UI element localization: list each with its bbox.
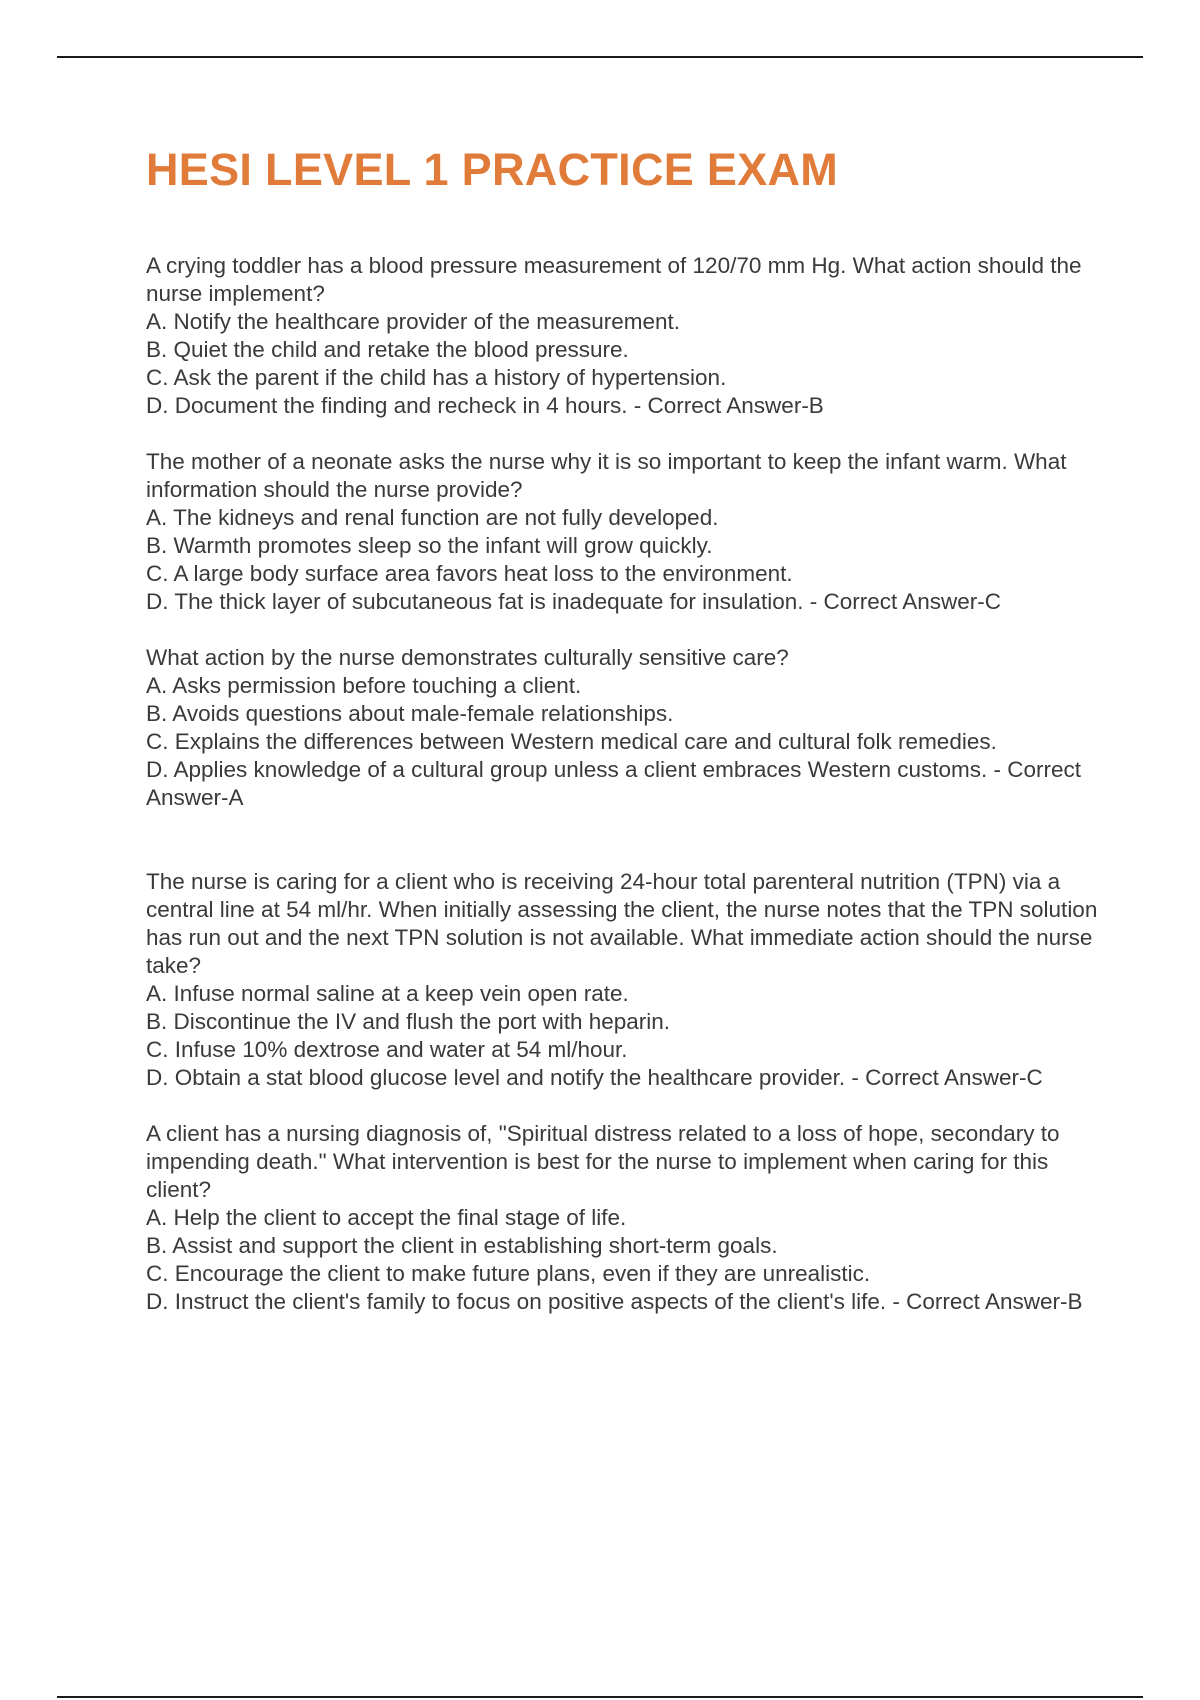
footer-rule: [57, 1696, 1143, 1698]
option-d: D. Instruct the client's family to focus on positive aspects of the client's life. - Correct Answer-B: [146, 1289, 1083, 1314]
option-list: [146, 308, 1106, 420]
option-d: D. Obtain a stat blood glucose level and notify the healthcare provider. - Correct Answer-C: [146, 1065, 1043, 1090]
question-stem: A client has a nursing diagnosis of, "Spiritual distress related to a loss of hope, secondary to impending death." What intervention is best for the nurse to implement when caring for this client?: [146, 1121, 1060, 1202]
document-title: HESI LEVEL 1 PRACTICE EXAM: [146, 144, 839, 195]
question-5: [146, 1120, 1106, 1316]
question-stem: A crying toddler has a blood pressure measurement of 120/70 mm Hg. What action should the nurse implement?: [146, 253, 1082, 306]
option-list: [146, 980, 1106, 1092]
option-b: B. Assist and support the client in establishing short-term goals.: [146, 1233, 778, 1258]
option-d: D. The thick layer of subcutaneous fat is inadequate for insulation. - Correct Answer-C: [146, 589, 1002, 614]
option-list: [146, 504, 1106, 616]
question-2: [146, 448, 1106, 616]
option-a: A. The kidneys and renal function are not fully developed.: [146, 505, 719, 530]
option-c: C. Explains the differences between Western medical care and cultural folk remedies.: [146, 729, 997, 754]
option-d: D. Applies knowledge of a cultural group unless a client embraces Western customs. - Correct Answer-A: [146, 757, 1082, 810]
question-stem: The nurse is caring for a client who is receiving 24-hour total parenteral nutrition (TPN) via a central line at 54 ml/hr. When initially assessing the client, the nurse notes that the TPN solution has run out and the next TPN solution is not available. What immediate action should the nurse take?: [146, 869, 1098, 978]
question-stem: The mother of a neonate asks the nurse why it is so important to keep the infant warm. What information should the nurse provide?: [146, 449, 1067, 502]
question-4: [146, 868, 1106, 1092]
option-list: [146, 1204, 1106, 1316]
option-c: C. A large body surface area favors heat loss to the environment.: [146, 561, 793, 586]
option-b: B. Discontinue the IV and flush the port with heparin.: [146, 1009, 671, 1034]
question-list: [146, 252, 1106, 1316]
option-c: C. Infuse 10% dextrose and water at 54 ml/hour.: [146, 1037, 628, 1062]
option-b: B. Warmth promotes sleep so the infant will grow quickly.: [146, 533, 713, 558]
question-stem: What action by the nurse demonstrates culturally sensitive care?: [146, 645, 789, 670]
option-list: [146, 672, 1106, 812]
option-b: B. Avoids questions about male-female relationships.: [146, 701, 674, 726]
option-a: A. Infuse normal saline at a keep vein open rate.: [146, 981, 629, 1006]
option-c: C. Ask the parent if the child has a history of hypertension.: [146, 365, 727, 390]
document-body: [146, 140, 1106, 1344]
header-rule: [57, 56, 1143, 58]
option-a: A. Asks permission before touching a client.: [146, 673, 582, 698]
option-c: C. Encourage the client to make future plans, even if they are unrealistic.: [146, 1261, 871, 1286]
option-d: D. Document the finding and recheck in 4 hours. - Correct Answer-B: [146, 393, 824, 418]
question-3: [146, 644, 1106, 812]
option-a: A. Notify the healthcare provider of the measurement.: [146, 309, 681, 334]
option-a: A. Help the client to accept the final stage of life.: [146, 1205, 627, 1230]
question-1: [146, 252, 1106, 420]
option-b: B. Quiet the child and retake the blood pressure.: [146, 337, 629, 362]
